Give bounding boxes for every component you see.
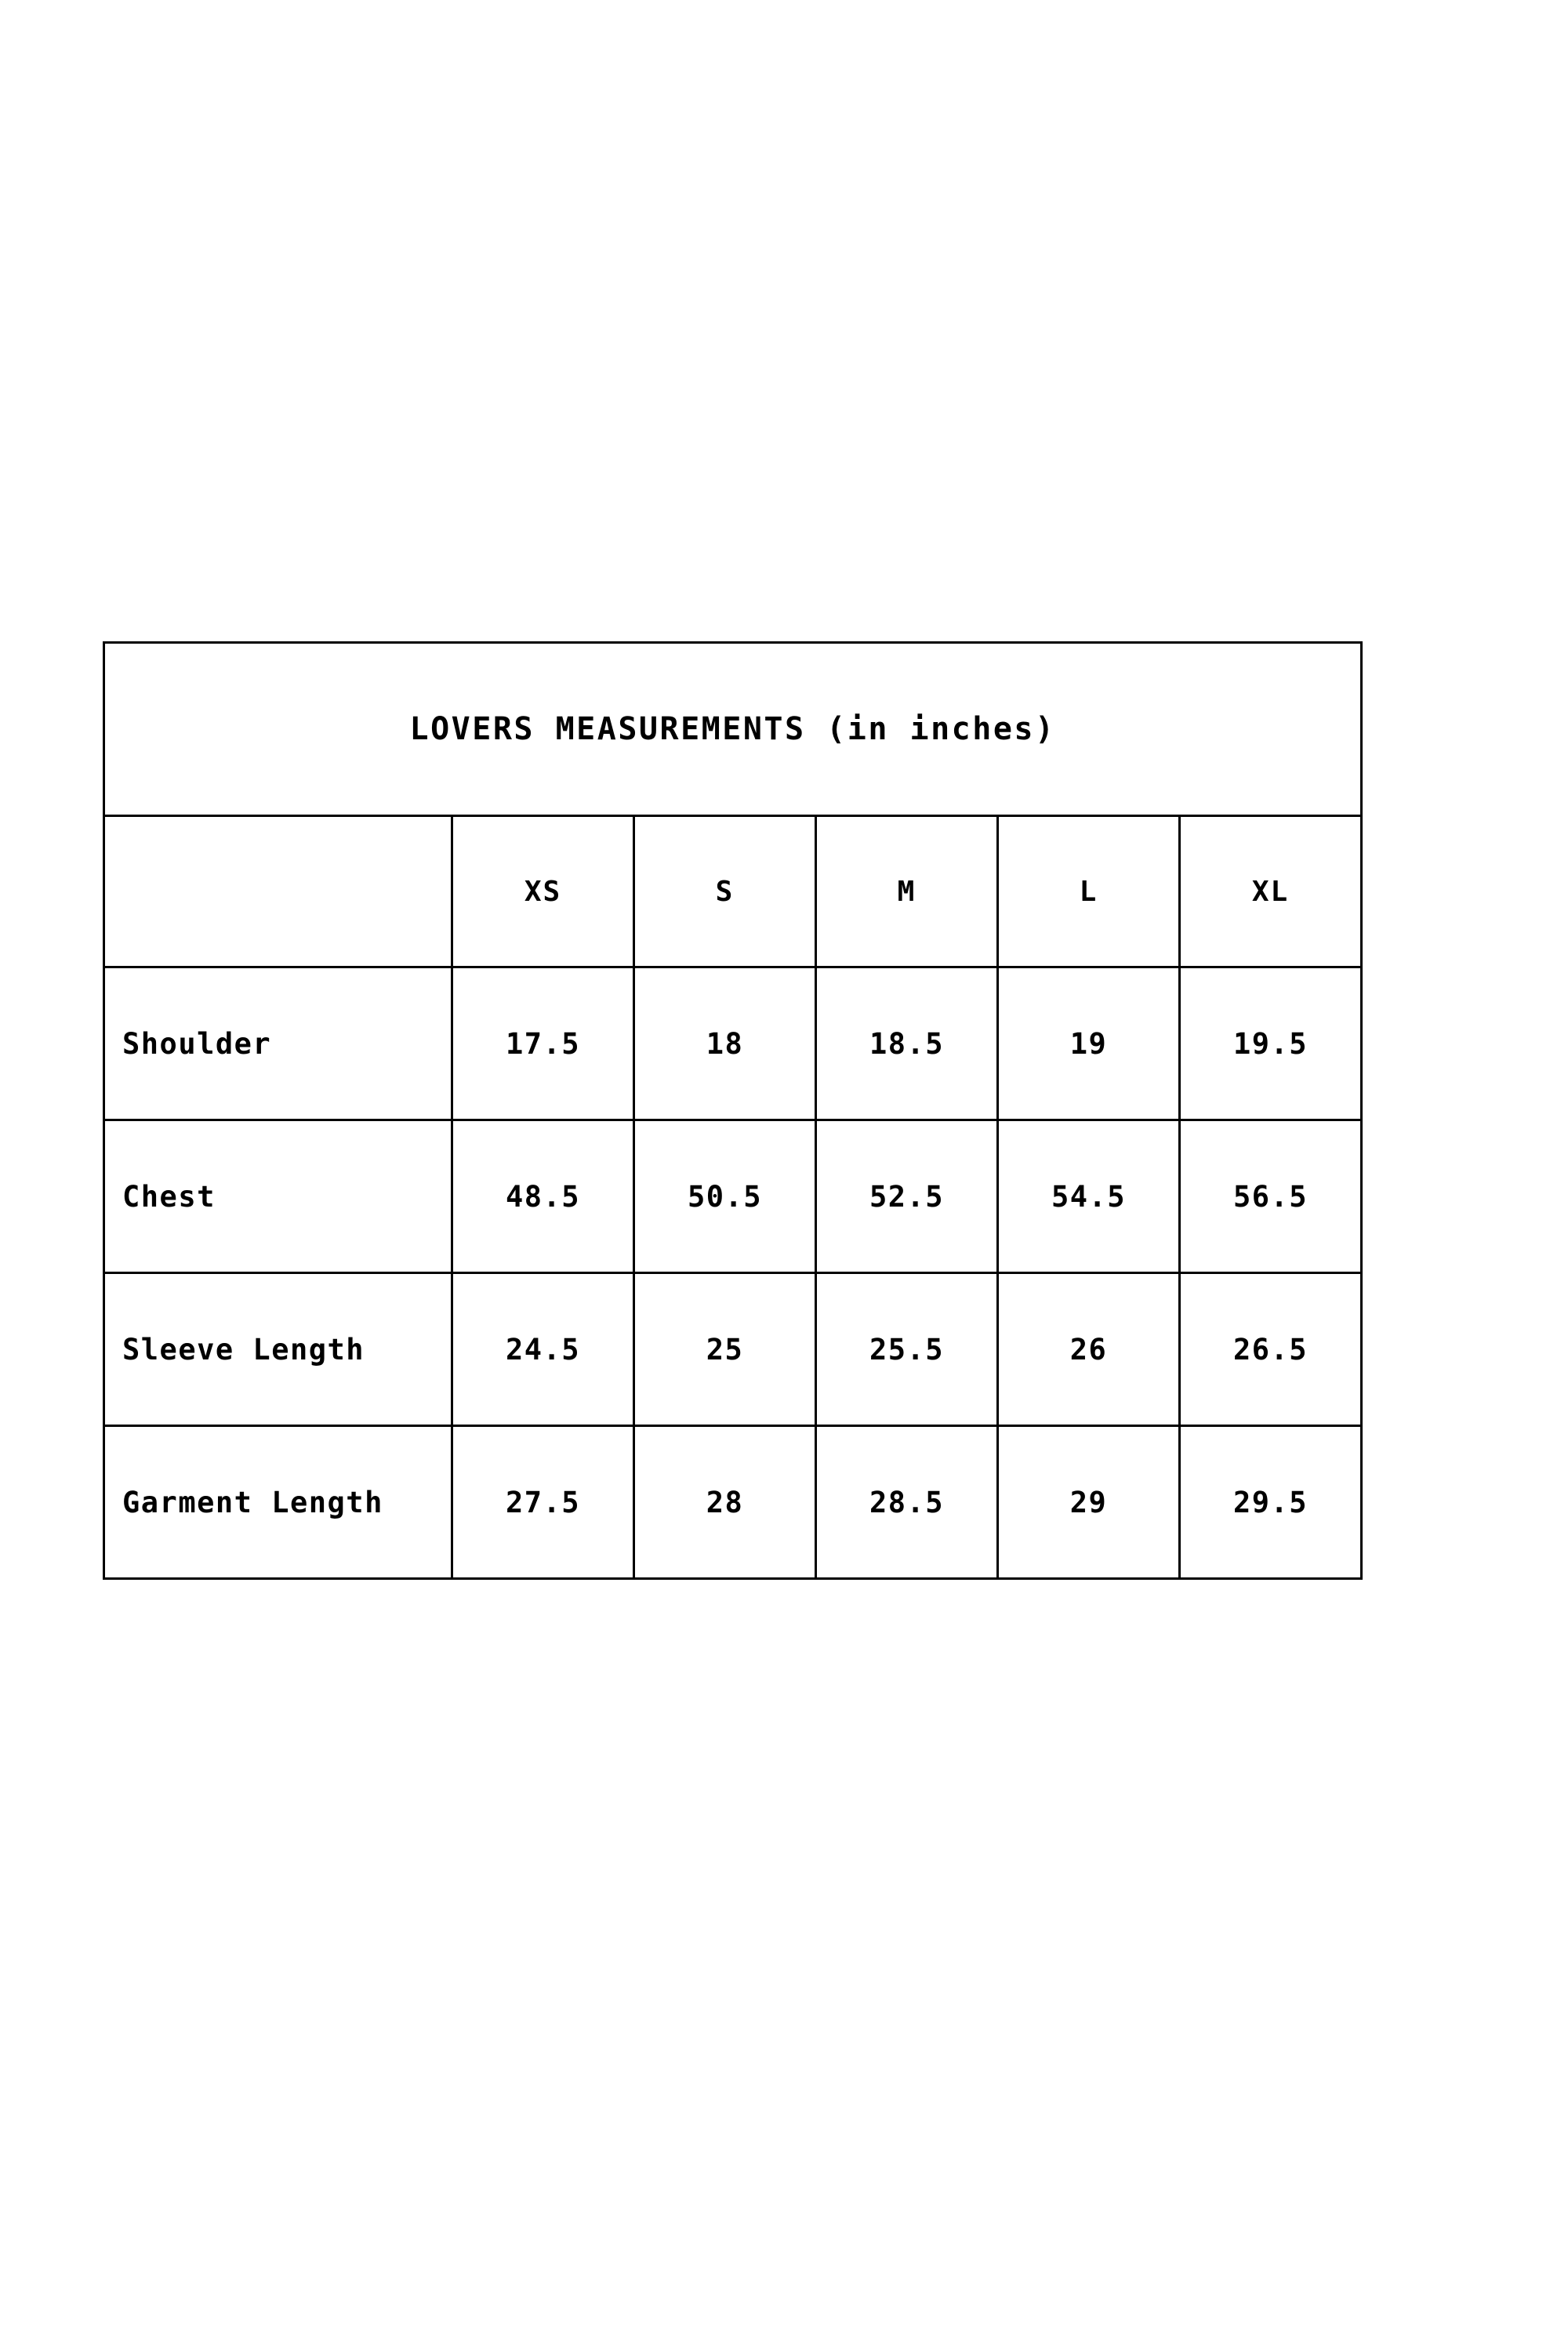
header-cell-s: S [634,816,816,967]
cell-shoulder-l: 19 [998,967,1180,1120]
cell-shoulder-m: 18.5 [816,967,998,1120]
table-row [104,1426,1362,1579]
cell-sleeve-length-l: 26 [998,1273,1180,1426]
cell-sleeve-length-xs: 24.5 [452,1273,634,1426]
table-row [104,967,1362,1120]
cell-shoulder-xs: 17.5 [452,967,634,1120]
table-row [104,1273,1362,1426]
row-label-chest: Chest [104,1120,452,1273]
cell-chest-xl: 56.5 [1180,1120,1362,1273]
table-title-row [104,643,1362,816]
cell-sleeve-length-xl: 26.5 [1180,1273,1362,1426]
header-cell-blank [104,816,452,967]
cell-chest-s: 50.5 [634,1120,816,1273]
table-row [104,1120,1362,1273]
cell-garment-length-xs: 27.5 [452,1426,634,1579]
cell-garment-length-m: 28.5 [816,1426,998,1579]
cell-chest-l: 54.5 [998,1120,1180,1273]
row-label-shoulder: Shoulder [104,967,452,1120]
header-cell-m: M [816,816,998,967]
cell-sleeve-length-m: 25.5 [816,1273,998,1426]
cell-garment-length-l: 29 [998,1426,1180,1579]
header-cell-xs: XS [452,816,634,967]
cell-shoulder-xl: 19.5 [1180,967,1362,1120]
row-label-garment-length: Garment Length [104,1426,452,1579]
cell-garment-length-xl: 29.5 [1180,1426,1362,1579]
header-cell-l: L [998,816,1180,967]
cell-chest-m: 52.5 [816,1120,998,1273]
size-chart-table [103,641,1363,1580]
chart-title: LOVERS MEASUREMENTS (in inches) [104,643,1362,816]
cell-sleeve-length-s: 25 [634,1273,816,1426]
cell-shoulder-s: 18 [634,967,816,1120]
row-label-sleeve-length: Sleeve Length [104,1273,452,1426]
cell-chest-xs: 48.5 [452,1120,634,1273]
cell-garment-length-s: 28 [634,1426,816,1579]
table-header-row [104,816,1362,967]
header-cell-xl: XL [1180,816,1362,967]
